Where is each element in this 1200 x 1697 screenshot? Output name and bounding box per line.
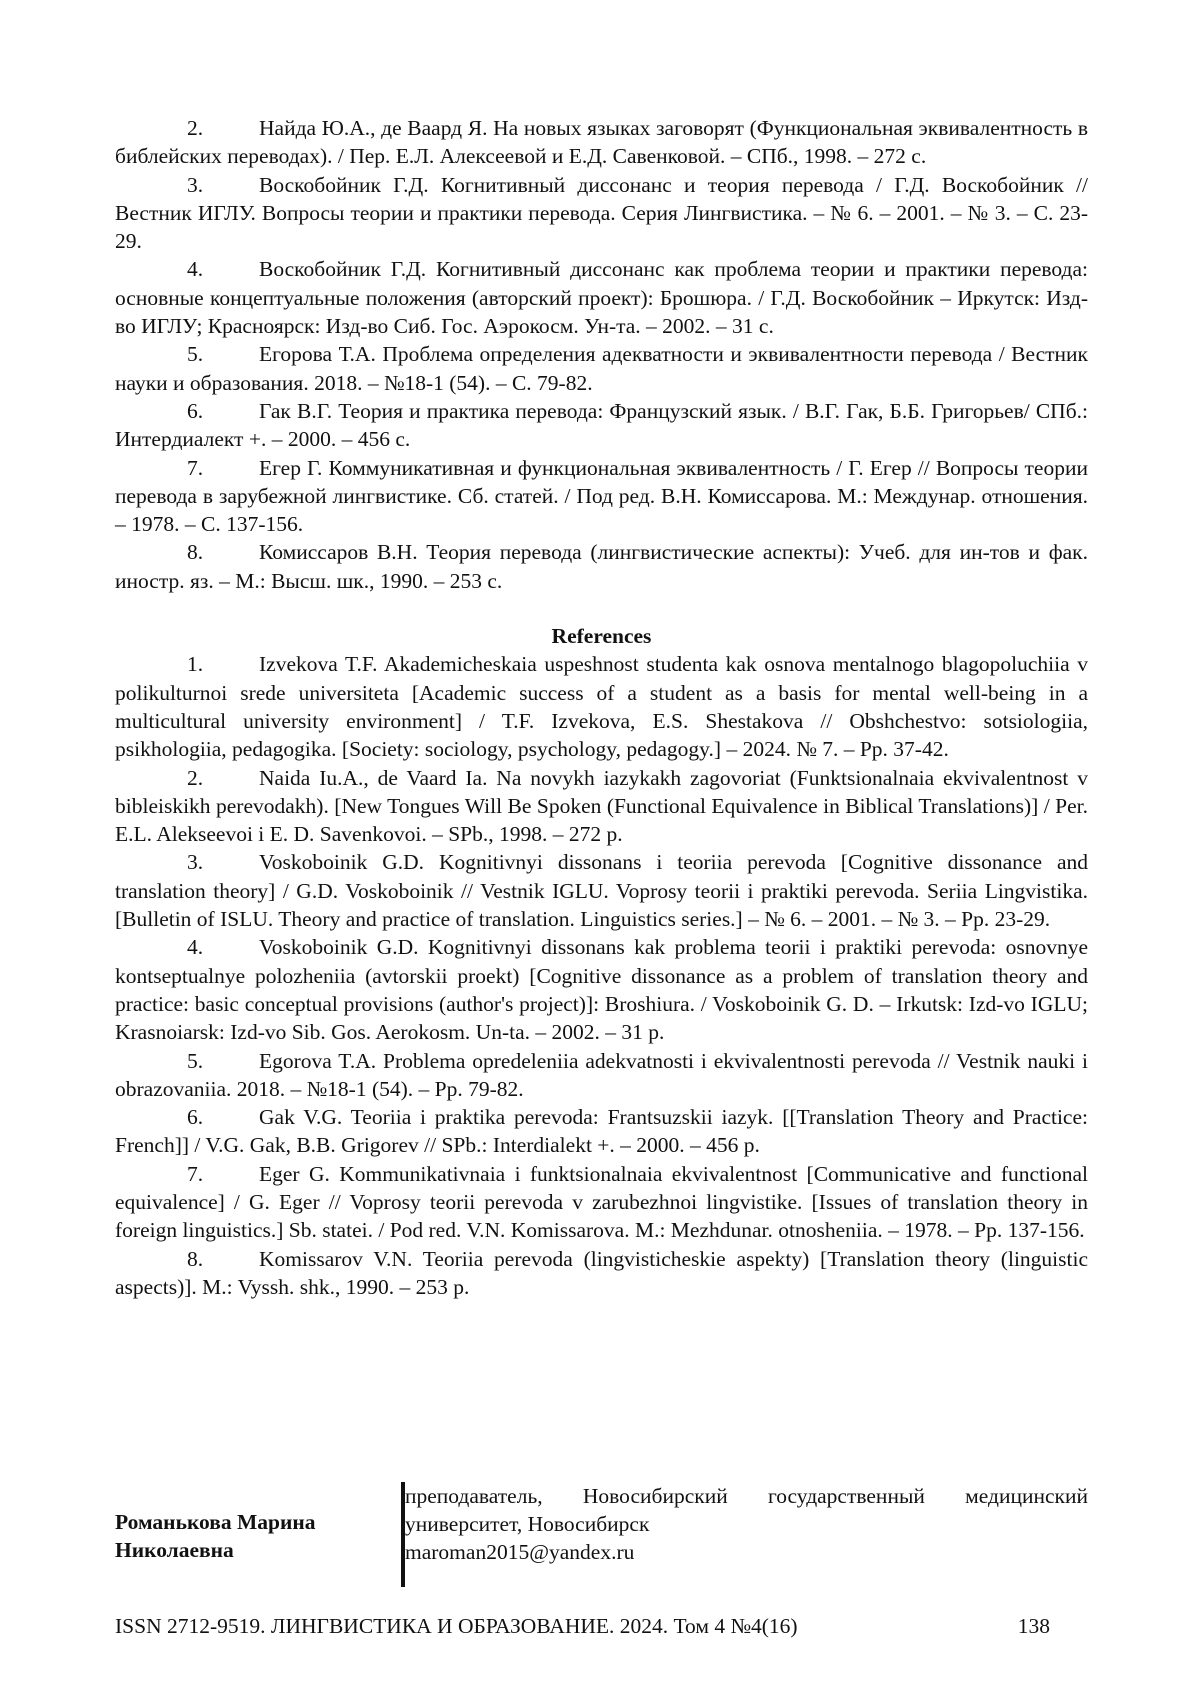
reference-number: 3. (187, 172, 204, 197)
author-email: maroman2015@yandex.ru (405, 1540, 635, 1564)
reference-text: Egorova T.A. Problema opredeleniia adekvatnosti i ekvivalentnosti perevoda // Vestnik nauki i obrazovaniia. 2018. – №18-1 (54). – Pp. 79-82. (115, 1048, 1088, 1101)
reference-text: Izvekova T.F. Akademicheskaia uspeshnost studenta kak osnova mentalnogo blagopoluchiia v polikulturnoi srede universiteta [Academic success of a student as a basis for mental well-being in a multicultural university environment] / T.F. Izvekova, E.S. Shestakova // Obshchestvo: sotsiologiia, psikhologiia, pedagogika. [Society: sociology, psychology, pedagogy.] – 2024. № 7. – Pp. 37-42. (115, 652, 1088, 762)
reference-text: Воскобойник Г.Д. Когнитивный диссонанс как проблема теории и практики перевода: основные концептуальные положения (авторский проект): Брошюра. / Г.Д. Воскобойник – Иркутск: Изд-во ИГЛУ; Красноярск: Изд-во Сиб. Гос. Аэрокосм. Ун-та. – 2002. – 31 с. (115, 257, 1088, 339)
reference-text: Voskoboinik G.D. Kognitivnyi dissonans kak problema teorii i praktiki perevoda: osnovnye kontseptualnye polozheniia (avtorskii proekt) [Cognitive dissonance as a problem of translation theory and practice: basic conceptual provisions (author's project)]: Broshiura. / Voskoboinik G. D. – Irkutsk: Izd-vo IGLU; Krasnoiarsk: Izd-vo Sib. Gos. Aerokosm. Un-ta. – 2002. – 31 p. (115, 935, 1088, 1045)
reference-text: Komissarov V.N. Teoriia perevoda (lingvisticheskie aspekty) [Translation theory (linguistic aspects)]. M.: Vyssh. shk., 1990. – 253 p. (115, 1246, 1088, 1299)
reference-text: Егер Г. Коммуникативная и функциональная эквивалентность / Г. Егер // Вопросы теории перевода в зарубежной лингвистике. Сб. статей. / Под ред. В.Н. Комиссарова. М.: Междунар. отношения. – 1978. – С. 137-156. (115, 455, 1088, 537)
reference-text: Voskoboinik G.D. Kognitivnyi dissonans i teoriia perevoda [Cognitive dissonance and translation theory] / G.D. Voskoboinik // Vestnik IGLU. Voprosy teorii i praktiki perevoda. Seriia Lingvistika. [Bulletin of ISLU. Theory and practice of translation. Linguistics series.] – № 6. – 2001. – № 3. – Pp. 23-29. (115, 850, 1088, 932)
reference-number: 3. (187, 850, 204, 875)
reference-item (115, 1103, 1088, 1160)
reference-number: 1. (187, 652, 204, 677)
reference-item (115, 764, 1088, 849)
reference-text: Eger G. Kommunikativnaia i funktsionalnaia ekvivalentnost [Communicative and functional equivalence] / G. Eger // Voprosy teorii perevoda v zarubezhnoi lingvistike. [Issues of translation theory in foreign linguistics.] Sb. statei. / Pod red. V.N. Komissarova. M.: Mezhdunar. otnosheniia. – 1978. – Pp. 137-156. (115, 1161, 1088, 1243)
reference-item (115, 1160, 1088, 1245)
reference-number: 2. (187, 765, 204, 790)
reference-number: 6. (187, 1105, 204, 1130)
reference-item (115, 848, 1088, 933)
reference-text: Naida Iu.A., de Vaard Ia. Na novykh iazykakh zagovoriat (Funktsionalnaia ekvivalentnost v bibleiskikh perevodakh). [New Tongues Will Be Spoken (Functional Equivalence in Biblical Translations)] / Per. E.L. Alekseevoi i E. D. Savenkovoi. – SPb., 1998. – 272 p. (115, 765, 1088, 847)
reference-text: Егорова Т.А. Проблема определения адекватности и эквивалентности перевода / Вестник науки и образования. 2018. – №18-1 (54). – С. 79-82. (115, 342, 1088, 395)
reference-item (115, 397, 1088, 454)
author-position: преподаватель, Новосибирский государственный медицинский университет, Новосибирск (405, 1484, 1088, 1536)
page-content (115, 114, 1088, 1301)
reference-text: Воскобойник Г.Д. Когнитивный диссонанс и теория перевода / Г.Д. Воскобойник // Вестник ИГЛУ. Вопросы теории и практики перевода. Серия Лингвистика. – № 6. – 2001. – № 3. – С. 23-29. (115, 172, 1088, 254)
reference-number: 4. (187, 257, 204, 282)
author-details (405, 1482, 1088, 1566)
reference-number: 5. (187, 342, 204, 367)
reference-item (115, 1245, 1088, 1302)
reference-number: 5. (187, 1048, 204, 1073)
author-info-block (115, 1482, 1088, 1587)
reference-item (115, 340, 1088, 397)
reference-text: Найда Ю.А., де Ваард Я. На новых языках заговорят (Функциональная эквивалентность в библейских переводах). / Пер. Е.Л. Алексеевой и Е.Д. Савенковой. – СПб., 1998. – 272 с. (115, 116, 1088, 169)
reference-item (115, 538, 1088, 595)
reference-item (115, 1047, 1088, 1104)
reference-number: 7. (187, 1161, 204, 1186)
reference-text: Комиссаров В.Н. Теория перевода (лингвистические аспекты): Учеб. для ин-тов и фак. иностр. яз. – М.: Высш. шк., 1990. – 253 с. (115, 540, 1088, 593)
author-name: Романькова Марина Николаевна (115, 1510, 316, 1562)
reference-number: 6. (187, 398, 204, 423)
reference-number: 7. (187, 455, 204, 480)
reference-item (115, 650, 1088, 763)
reference-item (115, 171, 1088, 256)
reference-text: Gak V.G. Teoriia i praktika perevoda: Frantsuzskii iazyk. [[Translation Theory and Practice: French]] / V.G. Gak, B.B. Grigorev // SPb.: Interdialekt +. – 2000. – 456 p. (115, 1105, 1088, 1158)
reference-item (115, 114, 1088, 171)
reference-number: 2. (187, 116, 204, 140)
references-heading: References (551, 624, 652, 649)
reference-number: 4. (187, 935, 204, 960)
russian-reference-list (115, 114, 1088, 595)
english-reference-list (115, 650, 1088, 1301)
journal-info: ISSN 2712-9519. ЛИНГВИСТИКА И ОБРАЗОВАНИЕ. 2024. Том 4 №4(16) (115, 1614, 798, 1638)
reference-item (115, 454, 1088, 539)
reference-number: 8. (187, 1246, 204, 1271)
reference-item (115, 255, 1088, 340)
reference-item (115, 933, 1088, 1046)
page-number: 138 (1017, 1614, 1050, 1638)
reference-text: Гак В.Г. Теория и практика перевода: Французский язык. / В.Г. Гак, Б.Б. Григорьев/ СПб.: Интердиалект +. – 2000. – 456 с. (115, 398, 1088, 452)
reference-number: 8. (187, 540, 204, 565)
